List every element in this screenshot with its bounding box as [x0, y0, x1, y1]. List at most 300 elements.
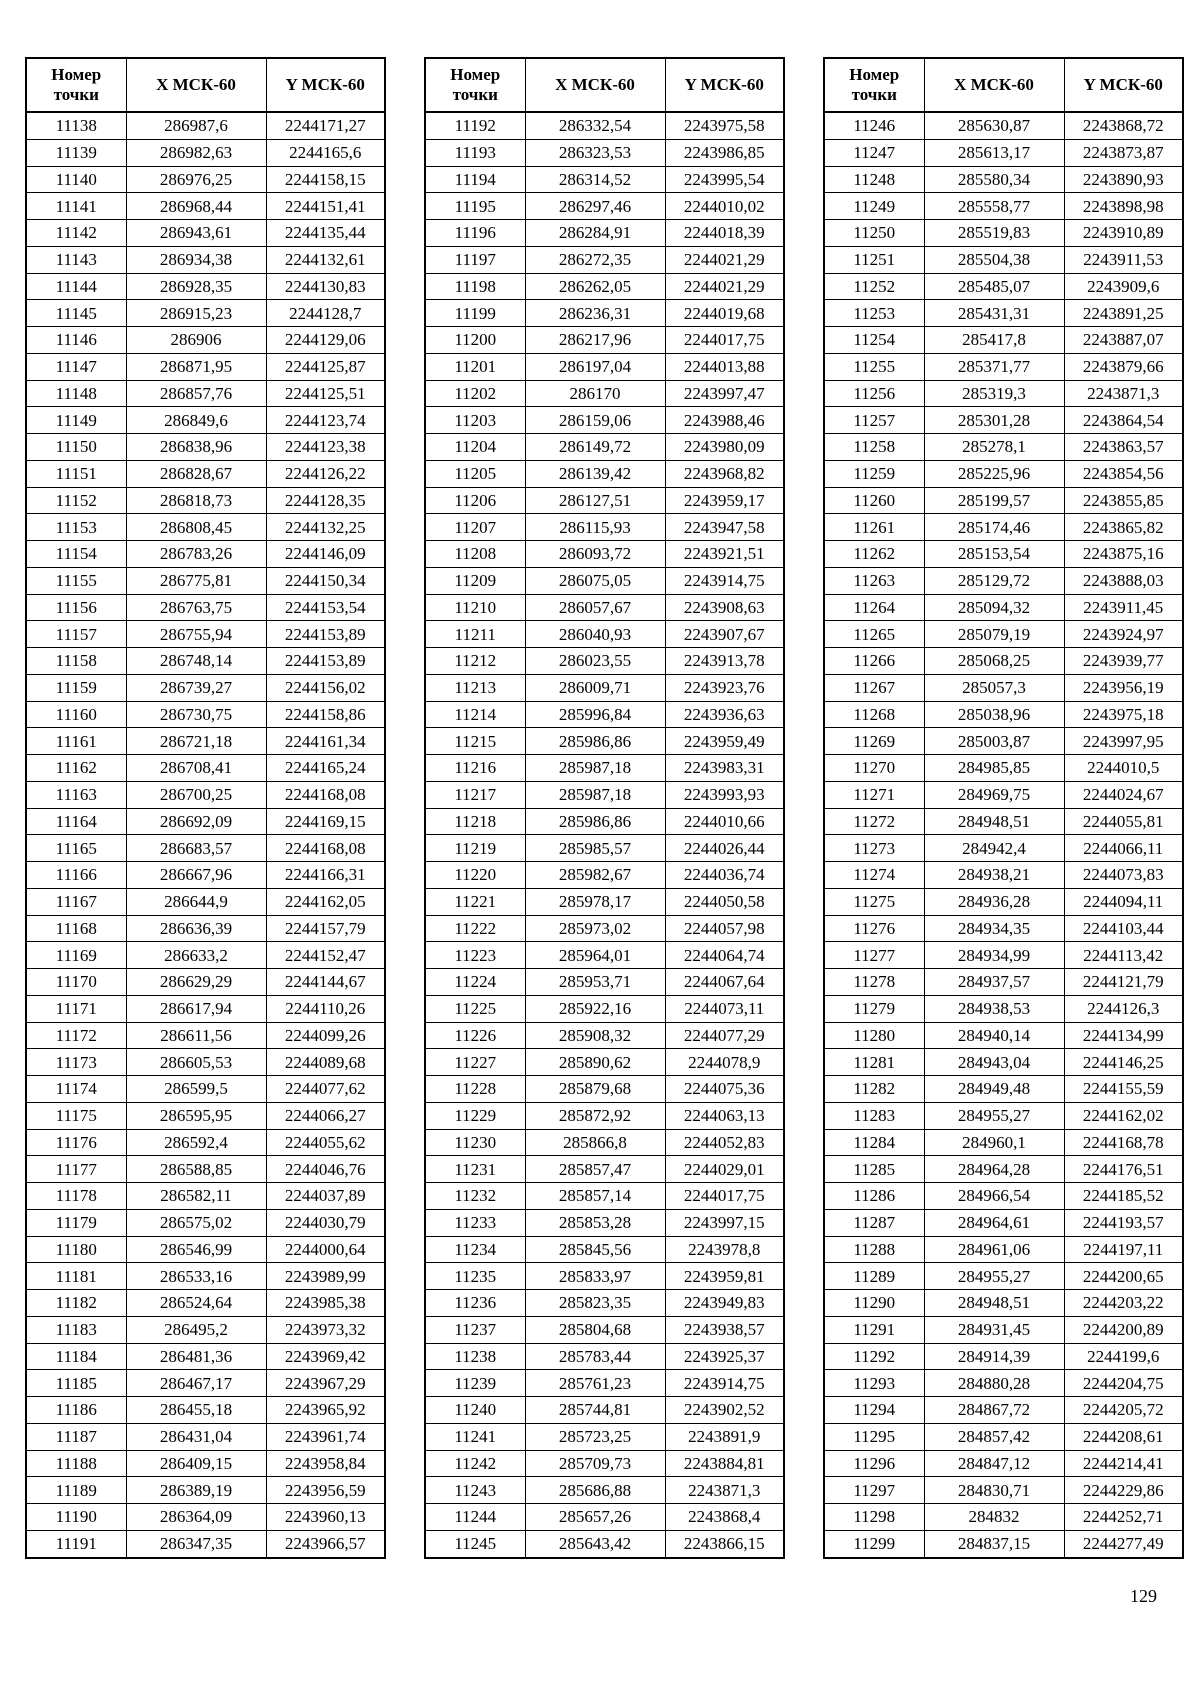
y-coordinate-cell: 2244125,51 [266, 380, 385, 407]
table-row [26, 1397, 385, 1424]
y-coordinate-cell: 2244200,89 [1064, 1316, 1183, 1343]
x-coordinate-cell: 284966,54 [924, 1183, 1064, 1210]
table-header-row [824, 58, 1183, 112]
x-coordinate-cell: 286976,25 [126, 166, 266, 193]
y-coordinate-cell: 2244077,62 [266, 1076, 385, 1103]
point-number-cell: 11281 [824, 1049, 924, 1076]
x-coordinate-cell: 284830,71 [924, 1477, 1064, 1504]
point-number-cell: 11215 [425, 728, 525, 755]
y-coordinate-cell: 2244125,87 [266, 353, 385, 380]
table-row [425, 1423, 784, 1450]
point-number-cell: 11246 [824, 112, 924, 139]
y-coordinate-cell: 2243913,78 [665, 648, 784, 675]
x-coordinate-cell: 286611,56 [126, 1022, 266, 1049]
point-number-cell: 11210 [425, 594, 525, 621]
point-number-cell: 11206 [425, 487, 525, 514]
x-coordinate-cell: 286748,14 [126, 648, 266, 675]
point-number-cell: 11151 [26, 460, 126, 487]
table-row [824, 220, 1183, 247]
y-coordinate-cell: 2243921,51 [665, 541, 784, 568]
point-number-cell: 11249 [824, 193, 924, 220]
point-number-cell: 11213 [425, 674, 525, 701]
y-coordinate-cell: 2243975,58 [665, 112, 784, 139]
y-coordinate-cell: 2244158,86 [266, 701, 385, 728]
y-coordinate-cell: 2243966,57 [266, 1530, 385, 1557]
x-coordinate-cell: 286217,96 [525, 327, 665, 354]
x-coordinate-cell: 286808,45 [126, 514, 266, 541]
y-coordinate-cell: 2244214,41 [1064, 1450, 1183, 1477]
x-coordinate-cell: 284914,39 [924, 1343, 1064, 1370]
point-number-cell: 11157 [26, 621, 126, 648]
table-row [26, 300, 385, 327]
y-coordinate-cell: 2244168,08 [266, 781, 385, 808]
point-number-cell: 11247 [824, 139, 924, 166]
x-coordinate-cell: 285278,1 [924, 434, 1064, 461]
x-coordinate-cell: 285922,16 [525, 995, 665, 1022]
table-row [824, 835, 1183, 862]
x-coordinate-cell: 284931,45 [924, 1316, 1064, 1343]
point-number-cell: 11189 [26, 1477, 126, 1504]
table-row [824, 1504, 1183, 1531]
table-row [824, 1183, 1183, 1210]
y-coordinate-cell: 2244055,62 [266, 1129, 385, 1156]
table-row [425, 112, 784, 139]
x-coordinate-cell: 286409,15 [126, 1450, 266, 1477]
x-coordinate-cell: 285519,83 [924, 220, 1064, 247]
y-coordinate-cell: 2243909,6 [1064, 273, 1183, 300]
point-number-cell: 11141 [26, 193, 126, 220]
point-number-cell: 11156 [26, 594, 126, 621]
x-coordinate-cell: 284985,85 [924, 755, 1064, 782]
x-coordinate-cell: 285319,3 [924, 380, 1064, 407]
table-row [26, 380, 385, 407]
y-coordinate-cell: 2243958,84 [266, 1450, 385, 1477]
point-number-cell: 11161 [26, 728, 126, 755]
point-number-cell: 11295 [824, 1423, 924, 1450]
table-row [824, 112, 1183, 139]
table-row [824, 621, 1183, 648]
y-coordinate-cell: 2243968,82 [665, 460, 784, 487]
x-coordinate-cell: 286197,04 [525, 353, 665, 380]
point-number-cell: 11244 [425, 1504, 525, 1531]
x-coordinate-cell: 286075,05 [525, 567, 665, 594]
point-number-cell: 11144 [26, 273, 126, 300]
y-coordinate-cell: 2243908,63 [665, 594, 784, 621]
table-row [26, 567, 385, 594]
point-number-cell: 11197 [425, 246, 525, 273]
x-coordinate-cell: 284948,51 [924, 808, 1064, 835]
x-coordinate-cell: 286755,94 [126, 621, 266, 648]
y-coordinate-cell: 2244037,89 [266, 1183, 385, 1210]
point-number-cell: 11180 [26, 1236, 126, 1263]
point-number-cell: 11228 [425, 1076, 525, 1103]
x-coordinate-cell: 285890,62 [525, 1049, 665, 1076]
y-coordinate-cell: 2243914,75 [665, 1370, 784, 1397]
y-coordinate-cell: 2243939,77 [1064, 648, 1183, 675]
y-coordinate-cell: 2244161,34 [266, 728, 385, 755]
y-coordinate-cell: 2244185,52 [1064, 1183, 1183, 1210]
table-row [824, 1530, 1183, 1557]
x-coordinate-cell: 286332,54 [525, 112, 665, 139]
table-row [26, 1102, 385, 1129]
table-row [26, 1423, 385, 1450]
table-row [26, 1530, 385, 1557]
header-point-number: Номер точки [425, 58, 525, 112]
table-row [824, 1156, 1183, 1183]
x-coordinate-cell: 286284,91 [525, 220, 665, 247]
point-number-cell: 11204 [425, 434, 525, 461]
point-number-cell: 11187 [26, 1423, 126, 1450]
table-row [425, 1343, 784, 1370]
point-number-cell: 11274 [824, 862, 924, 889]
y-coordinate-cell: 2244057,98 [665, 915, 784, 942]
y-coordinate-cell: 2243997,15 [665, 1209, 784, 1236]
table-row [425, 541, 784, 568]
table-header-row [425, 58, 784, 112]
table-row [425, 300, 784, 327]
x-coordinate-cell: 284880,28 [924, 1370, 1064, 1397]
table-row [824, 674, 1183, 701]
y-coordinate-cell: 2244155,59 [1064, 1076, 1183, 1103]
y-coordinate-cell: 2244089,68 [266, 1049, 385, 1076]
point-number-cell: 11273 [824, 835, 924, 862]
table-row [824, 755, 1183, 782]
table-row [425, 1156, 784, 1183]
x-coordinate-cell: 284964,28 [924, 1156, 1064, 1183]
y-coordinate-cell: 2244135,44 [266, 220, 385, 247]
table-row [425, 220, 784, 247]
x-coordinate-cell: 285003,87 [924, 728, 1064, 755]
y-coordinate-cell: 2243923,76 [665, 674, 784, 701]
x-coordinate-cell: 286115,93 [525, 514, 665, 541]
table-row [425, 648, 784, 675]
x-coordinate-cell: 286023,55 [525, 648, 665, 675]
y-coordinate-cell: 2244077,29 [665, 1022, 784, 1049]
y-coordinate-cell: 2244050,58 [665, 888, 784, 915]
y-coordinate-cell: 2243868,4 [665, 1504, 784, 1531]
x-coordinate-cell: 286495,2 [126, 1316, 266, 1343]
table-row [26, 942, 385, 969]
y-coordinate-cell: 2243975,18 [1064, 701, 1183, 728]
point-number-cell: 11262 [824, 541, 924, 568]
table-row [26, 1156, 385, 1183]
table-row [425, 1236, 784, 1263]
y-coordinate-cell: 2244168,78 [1064, 1129, 1183, 1156]
point-number-cell: 11222 [425, 915, 525, 942]
table-row [425, 193, 784, 220]
x-coordinate-cell: 285978,17 [525, 888, 665, 915]
table-row [425, 1183, 784, 1210]
x-coordinate-cell: 285643,42 [525, 1530, 665, 1557]
y-coordinate-cell: 2243993,93 [665, 781, 784, 808]
table-row [425, 1102, 784, 1129]
table-row [824, 1129, 1183, 1156]
table-row [26, 112, 385, 139]
table-row [824, 1236, 1183, 1263]
point-number-cell: 11159 [26, 674, 126, 701]
point-number-cell: 11202 [425, 380, 525, 407]
table-row [824, 1316, 1183, 1343]
x-coordinate-cell: 286170 [525, 380, 665, 407]
y-coordinate-cell: 2243907,67 [665, 621, 784, 648]
table-row [26, 353, 385, 380]
x-coordinate-cell: 285057,3 [924, 674, 1064, 701]
y-coordinate-cell: 2244132,61 [266, 246, 385, 273]
table-row [26, 1290, 385, 1317]
y-coordinate-cell: 2244205,72 [1064, 1397, 1183, 1424]
y-coordinate-cell: 2243997,95 [1064, 728, 1183, 755]
y-coordinate-cell: 2244132,25 [266, 514, 385, 541]
point-number-cell: 11220 [425, 862, 525, 889]
x-coordinate-cell: 284847,12 [924, 1450, 1064, 1477]
x-coordinate-cell: 286236,31 [525, 300, 665, 327]
x-coordinate-cell: 286389,19 [126, 1477, 266, 1504]
point-number-cell: 11155 [26, 567, 126, 594]
table-row [26, 246, 385, 273]
table-row [824, 1343, 1183, 1370]
y-coordinate-cell: 2244144,67 [266, 969, 385, 996]
table-row [824, 327, 1183, 354]
table-row [824, 728, 1183, 755]
table-row [425, 1049, 784, 1076]
x-coordinate-cell: 286149,72 [525, 434, 665, 461]
x-coordinate-cell: 286605,53 [126, 1049, 266, 1076]
y-coordinate-cell: 2244046,76 [266, 1156, 385, 1183]
x-coordinate-cell: 286272,35 [525, 246, 665, 273]
point-number-cell: 11296 [824, 1450, 924, 1477]
point-number-cell: 11186 [26, 1397, 126, 1424]
table-row [425, 888, 784, 915]
x-coordinate-cell: 286730,75 [126, 701, 266, 728]
y-coordinate-cell: 2244168,08 [266, 835, 385, 862]
table-row [26, 648, 385, 675]
y-coordinate-cell: 2243947,58 [665, 514, 784, 541]
table-row [26, 1209, 385, 1236]
x-coordinate-cell: 284857,42 [924, 1423, 1064, 1450]
table-row [26, 969, 385, 996]
x-coordinate-cell: 286262,05 [525, 273, 665, 300]
x-coordinate-cell: 284938,53 [924, 995, 1064, 1022]
point-number-cell: 11163 [26, 781, 126, 808]
table-row [425, 1477, 784, 1504]
y-coordinate-cell: 2244199,6 [1064, 1343, 1183, 1370]
y-coordinate-cell: 2244018,39 [665, 220, 784, 247]
table-row [425, 407, 784, 434]
x-coordinate-cell: 285872,92 [525, 1102, 665, 1129]
table-row [26, 1316, 385, 1343]
y-coordinate-cell: 2243911,45 [1064, 594, 1183, 621]
x-coordinate-cell: 286592,4 [126, 1129, 266, 1156]
x-coordinate-cell: 285986,86 [525, 808, 665, 835]
point-number-cell: 11168 [26, 915, 126, 942]
y-coordinate-cell: 2243864,54 [1064, 407, 1183, 434]
y-coordinate-cell: 2243871,3 [665, 1477, 784, 1504]
x-coordinate-cell: 285504,38 [924, 246, 1064, 273]
table-row [26, 728, 385, 755]
table-row [824, 407, 1183, 434]
table-row [425, 1504, 784, 1531]
table-row [425, 1450, 784, 1477]
y-coordinate-cell: 2244121,79 [1064, 969, 1183, 996]
x-coordinate-cell: 286982,63 [126, 139, 266, 166]
point-number-cell: 11148 [26, 380, 126, 407]
x-coordinate-cell: 286533,16 [126, 1263, 266, 1290]
x-coordinate-cell: 284943,04 [924, 1049, 1064, 1076]
table-row [26, 460, 385, 487]
table-row [824, 434, 1183, 461]
y-coordinate-cell: 2243978,8 [665, 1236, 784, 1263]
x-coordinate-cell: 286364,09 [126, 1504, 266, 1531]
point-number-cell: 11245 [425, 1530, 525, 1557]
x-coordinate-cell: 285996,84 [525, 701, 665, 728]
table-row [425, 567, 784, 594]
y-coordinate-cell: 2244153,89 [266, 621, 385, 648]
point-number-cell: 11224 [425, 969, 525, 996]
y-coordinate-cell: 2244010,5 [1064, 755, 1183, 782]
y-coordinate-cell: 2244229,86 [1064, 1477, 1183, 1504]
point-number-cell: 11219 [425, 835, 525, 862]
point-number-cell: 11140 [26, 166, 126, 193]
y-coordinate-cell: 2244103,44 [1064, 915, 1183, 942]
point-number-cell: 11248 [824, 166, 924, 193]
x-coordinate-cell: 285417,8 [924, 327, 1064, 354]
point-number-cell: 11223 [425, 942, 525, 969]
x-coordinate-cell: 284937,57 [924, 969, 1064, 996]
x-coordinate-cell: 285982,67 [525, 862, 665, 889]
y-coordinate-cell: 2244110,26 [266, 995, 385, 1022]
table-row [425, 139, 784, 166]
point-number-cell: 11230 [425, 1129, 525, 1156]
y-coordinate-cell: 2243884,81 [665, 1450, 784, 1477]
point-number-cell: 11194 [425, 166, 525, 193]
table-row [425, 915, 784, 942]
x-coordinate-cell: 285857,47 [525, 1156, 665, 1183]
y-coordinate-cell: 2244171,27 [266, 112, 385, 139]
point-number-cell: 11150 [26, 434, 126, 461]
point-number-cell: 11181 [26, 1263, 126, 1290]
point-number-cell: 11272 [824, 808, 924, 835]
x-coordinate-cell: 286906 [126, 327, 266, 354]
table-row [26, 514, 385, 541]
x-coordinate-cell: 285129,72 [924, 567, 1064, 594]
table-row [824, 942, 1183, 969]
table-row [425, 434, 784, 461]
x-coordinate-cell: 285853,28 [525, 1209, 665, 1236]
x-coordinate-cell: 284938,21 [924, 862, 1064, 889]
y-coordinate-cell: 2244162,02 [1064, 1102, 1183, 1129]
y-coordinate-cell: 2243888,03 [1064, 567, 1183, 594]
table-row [26, 273, 385, 300]
point-number-cell: 11277 [824, 942, 924, 969]
table-row [824, 273, 1183, 300]
y-coordinate-cell: 2243983,31 [665, 755, 784, 782]
table-row [824, 1370, 1183, 1397]
table-row [824, 701, 1183, 728]
point-number-cell: 11229 [425, 1102, 525, 1129]
x-coordinate-cell: 285079,19 [924, 621, 1064, 648]
point-number-cell: 11268 [824, 701, 924, 728]
x-coordinate-cell: 284948,51 [924, 1290, 1064, 1317]
table-row [824, 541, 1183, 568]
table-row [425, 674, 784, 701]
point-number-cell: 11263 [824, 567, 924, 594]
point-number-cell: 11218 [425, 808, 525, 835]
header-x-coordinate: X МСК-60 [126, 58, 266, 112]
y-coordinate-cell: 2244134,99 [1064, 1022, 1183, 1049]
y-coordinate-cell: 2243855,85 [1064, 487, 1183, 514]
table-row [824, 648, 1183, 675]
point-number-cell: 11253 [824, 300, 924, 327]
x-coordinate-cell: 286708,41 [126, 755, 266, 782]
y-coordinate-cell: 2244208,61 [1064, 1423, 1183, 1450]
point-number-cell: 11254 [824, 327, 924, 354]
x-coordinate-cell: 286968,44 [126, 193, 266, 220]
page-number: 129 [1130, 1586, 1157, 1606]
point-number-cell: 11149 [26, 407, 126, 434]
header-y-coordinate: Y МСК-60 [1064, 58, 1183, 112]
point-number-cell: 11173 [26, 1049, 126, 1076]
point-number-cell: 11252 [824, 273, 924, 300]
point-number-cell: 11232 [425, 1183, 525, 1210]
x-coordinate-cell: 286582,11 [126, 1183, 266, 1210]
x-coordinate-cell: 285823,35 [525, 1290, 665, 1317]
table-row [26, 1129, 385, 1156]
table-row [26, 995, 385, 1022]
point-number-cell: 11145 [26, 300, 126, 327]
table-row [26, 594, 385, 621]
x-coordinate-cell: 286763,75 [126, 594, 266, 621]
point-number-cell: 11257 [824, 407, 924, 434]
table-row [425, 1022, 784, 1049]
point-number-cell: 11227 [425, 1049, 525, 1076]
x-coordinate-cell: 286481,36 [126, 1343, 266, 1370]
table-row [824, 888, 1183, 915]
y-coordinate-cell: 2244165,24 [266, 755, 385, 782]
y-coordinate-cell: 2244067,64 [665, 969, 784, 996]
point-number-cell: 11214 [425, 701, 525, 728]
table-row [824, 487, 1183, 514]
x-coordinate-cell: 286629,29 [126, 969, 266, 996]
y-coordinate-cell: 2244026,44 [665, 835, 784, 862]
y-coordinate-cell: 2243956,19 [1064, 674, 1183, 701]
point-number-cell: 11255 [824, 353, 924, 380]
table-row [425, 621, 784, 648]
y-coordinate-cell: 2244099,26 [266, 1022, 385, 1049]
point-number-cell: 11162 [26, 755, 126, 782]
y-coordinate-cell: 2244165,6 [266, 139, 385, 166]
table-row [26, 139, 385, 166]
point-number-cell: 11276 [824, 915, 924, 942]
point-number-cell: 11292 [824, 1343, 924, 1370]
x-coordinate-cell: 284934,35 [924, 915, 1064, 942]
table-row [26, 1236, 385, 1263]
y-coordinate-cell: 2244277,49 [1064, 1530, 1183, 1557]
x-coordinate-cell: 286467,17 [126, 1370, 266, 1397]
point-number-cell: 11152 [26, 487, 126, 514]
table-row [425, 327, 784, 354]
y-coordinate-cell: 2243887,07 [1064, 327, 1183, 354]
y-coordinate-cell: 2244017,75 [665, 327, 784, 354]
point-number-cell: 11169 [26, 942, 126, 969]
x-coordinate-cell: 285657,26 [525, 1504, 665, 1531]
table-row [425, 808, 784, 835]
x-coordinate-cell: 285485,07 [924, 273, 1064, 300]
point-number-cell: 11233 [425, 1209, 525, 1236]
y-coordinate-cell: 2243959,81 [665, 1263, 784, 1290]
table-row [425, 1397, 784, 1424]
point-number-cell: 11190 [26, 1504, 126, 1531]
table-row [425, 514, 784, 541]
